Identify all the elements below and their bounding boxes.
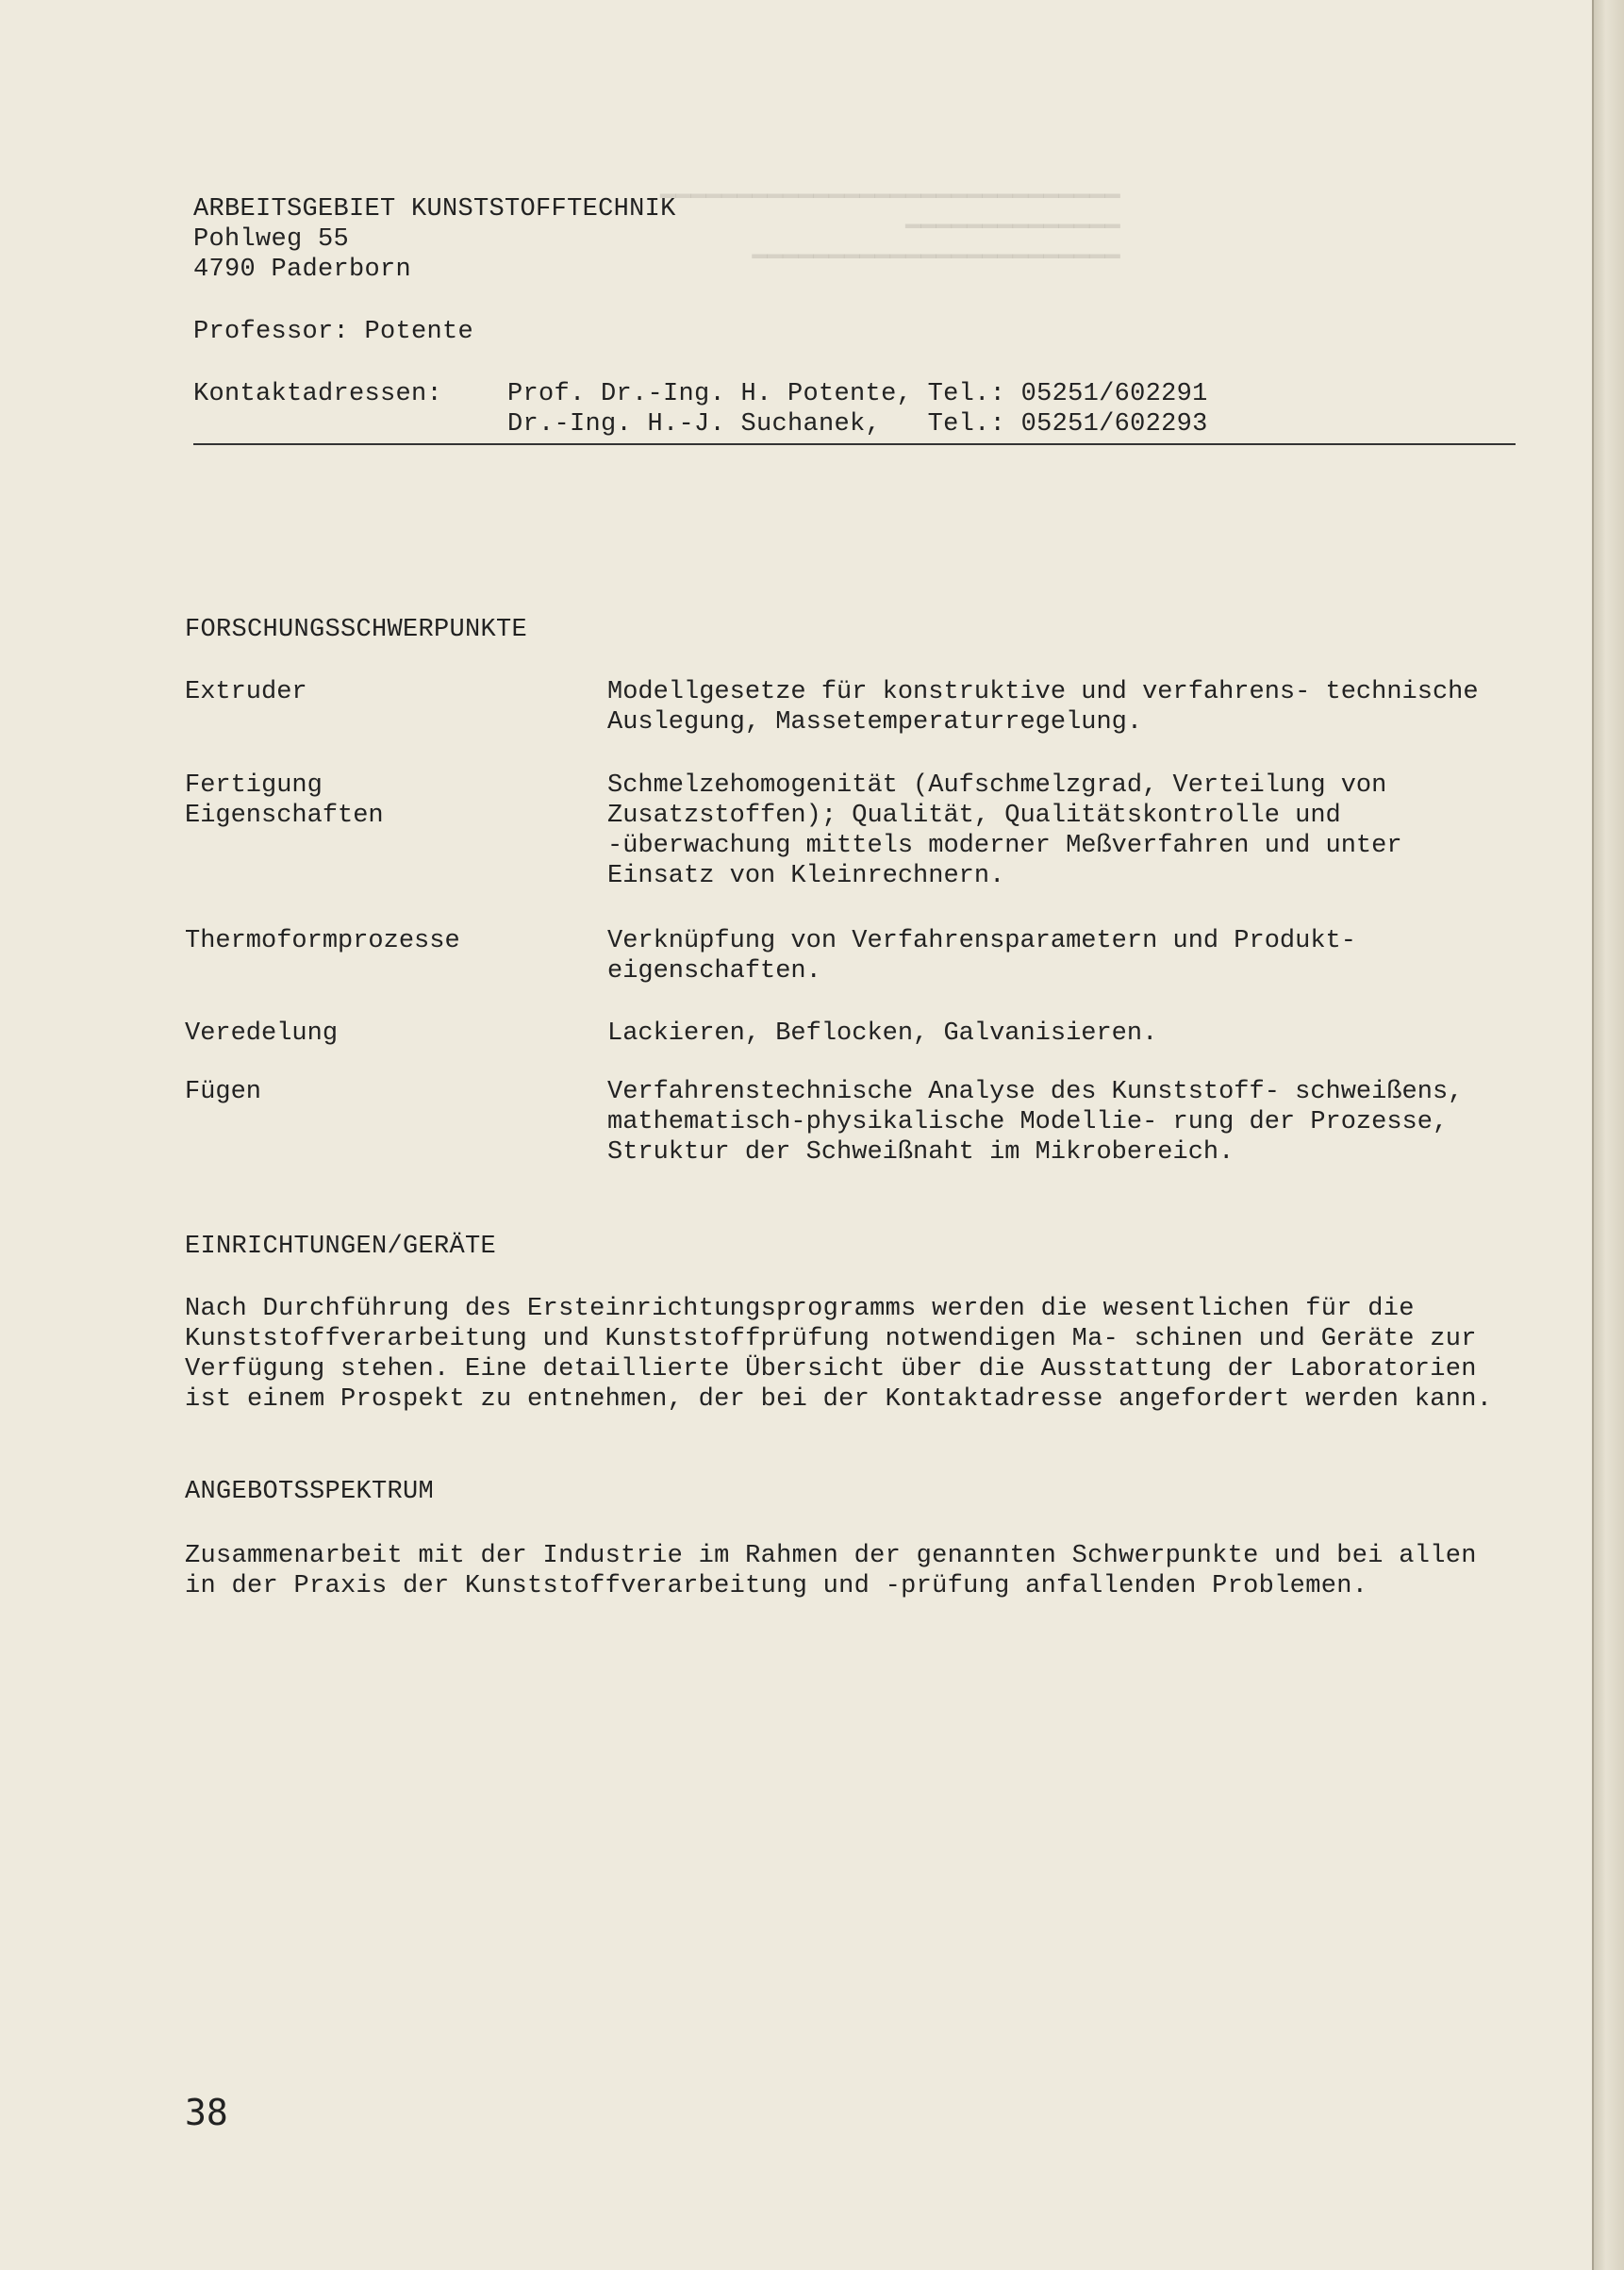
address-street: Pohlweg 55 xyxy=(193,225,350,254)
research-term: Extruder xyxy=(185,678,307,706)
research-description: Verknüpfung von Verfahrensparametern und Produkt- eigenschaften. xyxy=(607,927,1356,986)
equipment-heading: EINRICHTUNGEN/GERÄTE xyxy=(185,1233,497,1261)
bleed-through-texture: ━━━━━━━━━━━━━━━━━━━━━━━━━━━━━━ ━━━━━━━━━━━━━━ ━━━━━━━━━━━━━━━━━━━━━━━━ xyxy=(660,185,1120,273)
header-divider xyxy=(193,443,1516,445)
research-description: Modellgesetze für konstruktive und verfahrens- technische Auslegung, Massetemperaturregelung. xyxy=(607,678,1479,737)
research-heading: FORSCHUNGSSCHWERPUNKTE xyxy=(185,616,528,644)
professor-line: Professor: Potente xyxy=(193,318,474,346)
equipment-text: Nach Durchführung des Ersteinrichtungsprogramms werden die wesentlichen für die Kunststoffverarbeitung und Kunststoffprüfung notwendigen Ma- schinen und Geräte zur Verfügung stehen. Eine detaillierte Übersicht über die Ausstattung der Laboratorien ist einem Prospekt zu entnehmen, der bei der Kontaktadresse angefordert werden kann. xyxy=(185,1295,1493,1414)
research-term: Veredelung xyxy=(185,1019,339,1048)
research-description: Schmelzehomogenität (Aufschmelzgrad, Verteilung von Zusatzstoffen); Qualität, Qualitätskontrolle und -überwachung mittels moderner Meßverfahren und unter Einsatz von Kleinrechnern. xyxy=(607,771,1402,890)
page-number: 38 xyxy=(185,2092,228,2133)
contact-label: Kontaktadressen: xyxy=(193,380,443,408)
contact-line-2: Dr.-Ing. H.-J. Suchanek, Tel.: 05251/602293 xyxy=(507,410,1208,439)
research-term: Fügen xyxy=(185,1078,262,1106)
offer-text: Zusammenarbeit mit der Industrie im Rahmen der genannten Schwerpunkte und bei allen in der Praxis der Kunststoffverarbeitung und -prüfung anfallenden Problemen. xyxy=(185,1542,1477,1600)
research-description: Verfahrenstechnische Analyse des Kunststoff- schweißens, mathematisch-physikalische Modellie- rung der Prozesse, Struktur der Schweißnaht im Mikrobereich. xyxy=(607,1078,1464,1167)
contact-line-1: Prof. Dr.-Ing. H. Potente, Tel.: 05251/602291 xyxy=(507,380,1208,408)
offer-heading: ANGEBOTSSPEKTRUM xyxy=(185,1478,435,1506)
research-term: Fertigung Eigenschaften xyxy=(185,771,384,830)
page-binding-edge xyxy=(1592,0,1624,2270)
address-city: 4790 Paderborn xyxy=(193,256,412,284)
department-title: ARBEITSGEBIET KUNSTSTOFFTECHNIK xyxy=(193,195,676,224)
research-term: Thermoformprozesse xyxy=(185,927,460,955)
research-description: Lackieren, Beflocken, Galvanisieren. xyxy=(607,1019,1158,1048)
